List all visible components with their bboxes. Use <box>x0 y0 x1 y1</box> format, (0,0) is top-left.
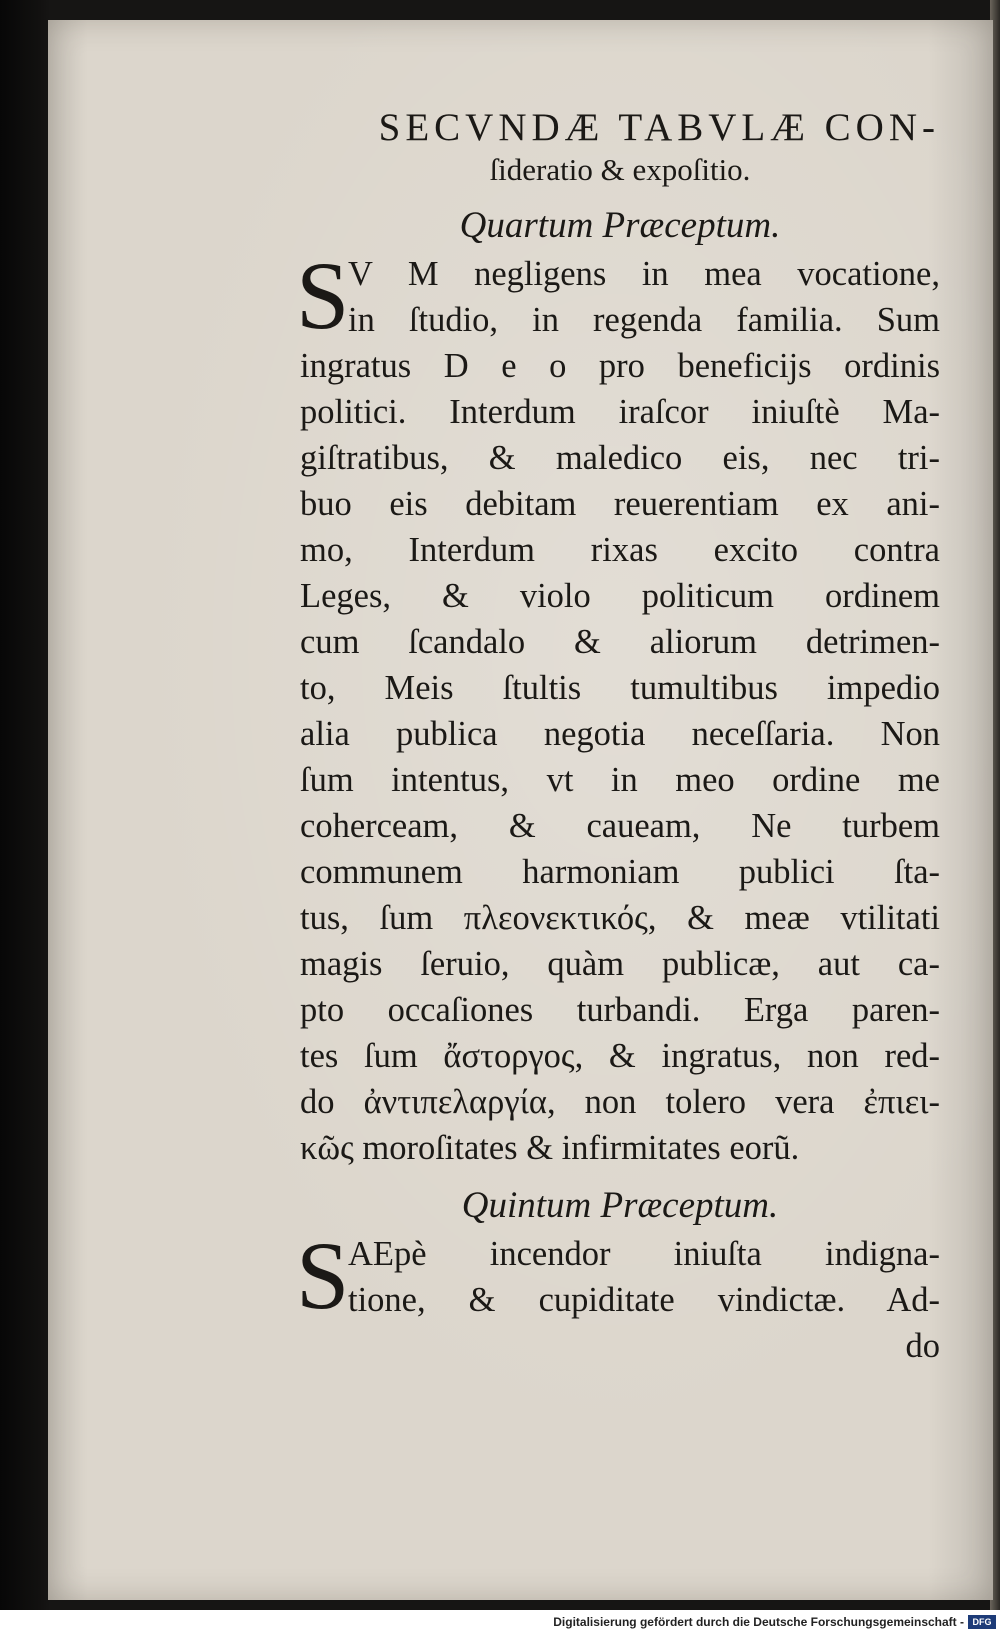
text-line: in ſtudio, in regenda familia. Sum <box>348 301 940 339</box>
text-line: pto occaſiones turbandi. Erga paren- <box>300 991 940 1029</box>
text-line: coherceam, & caueam, Ne turbem <box>300 807 940 845</box>
footer-credit: Digitalisierung gefördert durch die Deutsche Forschungsgemeinschaft - <box>553 1615 964 1629</box>
text-line: AEpè incendor iniuſta indigna- <box>348 1235 940 1273</box>
text-line: tes ſum ἄστοργος, & ingratus, non red- <box>300 1037 940 1075</box>
text-line: communem harmoniam publici ſta- <box>300 853 940 891</box>
text-line: Leges, & violo politicum ordinem <box>300 577 940 615</box>
dfg-logo-icon: DFG <box>968 1615 996 1629</box>
section-title-quartum: Quartum Præceptum. <box>459 205 781 246</box>
text-line: tione, & cupiditate vindictæ. Ad- <box>348 1281 940 1319</box>
page-text <box>296 105 940 1369</box>
text-line: buo eis debitam reuerentiam ex ani- <box>300 485 940 523</box>
running-subheading: ſideratio & expoſitio. <box>489 152 751 187</box>
text-line: to, Meis ſtultis tumultibus impedio <box>300 669 940 707</box>
text-line: giſtratibus, & maledico eis, nec tri- <box>300 439 940 477</box>
text-line: magis ſeruio, quàm publicæ, aut ca- <box>300 945 940 983</box>
catchword: do <box>905 1327 940 1365</box>
drop-cap: S <box>296 242 350 349</box>
section-title-quintum: Quintum Præceptum. <box>461 1185 779 1226</box>
text-line: alia publica negotia neceſſaria. Non <box>300 715 940 753</box>
text-line: ſum intentus, vt in meo ordine me <box>300 761 940 799</box>
text-line: ingratus D e o pro beneficijs ordinis <box>300 347 940 385</box>
paragraph-quintum <box>296 1222 940 1369</box>
text-line: tus, ſum πλεονεκτικός, & meæ vtilitati <box>300 899 940 937</box>
text-line: politici. Interdum iraſcor iniuſtè Ma- <box>300 393 940 431</box>
text-line: mo, Interdum rixas excito contra <box>300 531 940 569</box>
paragraph-quartum <box>296 242 940 1171</box>
running-heading: SECVNDÆ TABVLÆ CON- <box>378 106 940 149</box>
digitization-footer <box>0 1610 1000 1635</box>
text-line: cum ſcandalo & aliorum detrimen- <box>300 623 940 661</box>
text-line: κῶς moroſitates & infirmitates eorũ. <box>300 1129 800 1167</box>
text-line: V M negligens in mea vocatione, <box>348 255 940 293</box>
drop-cap: S <box>296 1222 350 1329</box>
text-line: do ἀντιπελαργία, non tolero vera ἐπιει- <box>300 1083 940 1121</box>
